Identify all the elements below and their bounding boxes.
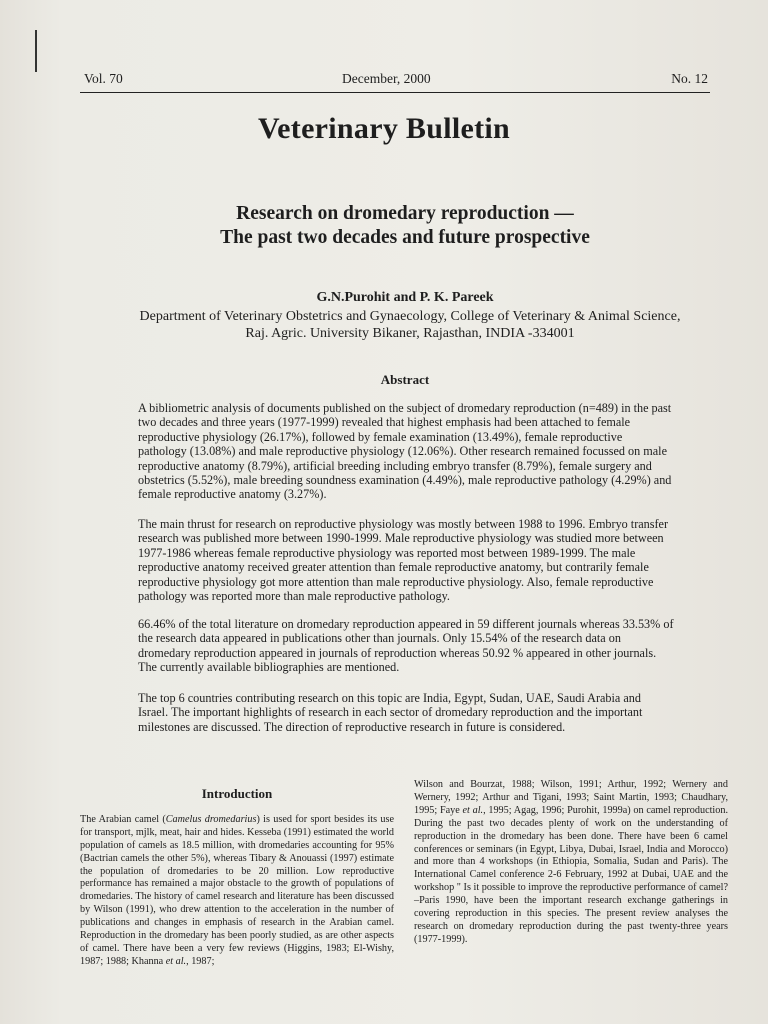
- abstract-heading: Abstract: [380, 372, 430, 387]
- article-title-line-2: The past two decades and future prospective: [220, 227, 590, 248]
- running-header: [84, 71, 708, 89]
- journal-title: Veterinary Bulletin: [257, 112, 511, 145]
- header-rule: [80, 92, 710, 93]
- issue-date: December, 2000: [342, 71, 431, 86]
- margin-pen-mark: [35, 30, 37, 72]
- intro-right-column: [414, 779, 728, 947]
- affiliation-line-1: Department of Veterinary Obstetrics and Gynaecology, College of Veterinary & Animal Science,: [139, 309, 681, 324]
- article-title: [0, 202, 768, 250]
- introduction-heading: Introduction: [201, 786, 273, 801]
- volume-label: Vol. 70: [84, 71, 123, 86]
- abstract-paragraph-4: The top 6 countries contributing research on this topic are India, Egypt, Sudan, UAE, Saudi Arabia and Israel. The important highlights of research in each sector of dromedary reproduction and the important milestones are discussed. The direction of reproductive research in future is considered.: [138, 691, 643, 734]
- affiliation-line-2: Raj. Agric. University Bikaner, Rajasthan, INDIA -334001: [245, 326, 575, 341]
- abstract-paragraph-3: 66.46% of the total literature on dromedary reproduction appeared in 59 different journals whereas 33.53% of the research data appeared in publications other than journals. Only 15.54% of the research data on dromedary reproduction appeared in journals of reproduction whereas 50.92 % appeared in other journals. The currently available bibliographies are mentioned.: [138, 617, 674, 675]
- article-title-line-1: Research on dromedary reproduction —: [236, 203, 574, 224]
- species-name: Camelus dromedarius: [165, 813, 257, 825]
- authors: G.N.Purohit and P. K. Pareek: [316, 290, 494, 305]
- abstract-paragraph-1: A bibliometric analysis of documents published on the subject of dromedary reproduction (n=489) in the past two decades and three years (1977-1999) revealed that highest emphasis had been attached to female reproductive physiology (26.17%), followed by female examination (13.49%), female reproductive pathology (13.08%) and male reproductive physiology (12.06%). Other research remained focussed on male reproductive anatomy (8.79%), artificial breeding including embryo transfer (8.79%), female surgery and obstetrics (5.52%), male breeding soundness examination (4.49%), male reproductive pathology (4.29%) and female reproductive anatomy (3.27%).: [138, 401, 672, 502]
- intro-left-column: [80, 788, 394, 969]
- abstract-paragraph-2: The main thrust for research on reproductive physiology was mostly between 1988 to 1996. Embryo transfer research was published more between 1990-1999. Male reproductive physiology was studied more between 1977-1986 whereas female reproductive physiology was reported most between 1989-1999. The male reproductive anatomy received greater attention than female reproductive anatomy, but contrarily female reproductive physiology got more attention than male reproductive physiology. Also, female reproductive pathology was reported more than male reproductive pathology.: [138, 517, 669, 604]
- intro-paragraph-left: The Arabian camel (Camelus dromedarius) is used for sport besides its use for transport, mjlk, meat, hair and hides. Kesseba (1991) estimated the world population of camels as 18.5 million, with dromedaries accounting for 95% (Bactrian camels the other 5%), whereas Tibary & Anouassi (1997) estimate the population of dromedaries to be 20 million. Low reproductive performance has remained a major obstacle to the growth of populations of dromedaries. The history of camel research and literature has been discussed by Wilson (1991), who drew attention to the acceleration in the number of publications and changes in emphasis of research in the Arabian camel. Reproduction in the dromedary has been poorly studied, as are other aspects of camel. There have been a very few reviews (Higgins, 1983; El-Wishy, 1987; 1988; Khanna et al., 1987;: [80, 813, 394, 967]
- issue-number: No. 12: [671, 71, 708, 86]
- intro-paragraph-right: Wilson and Bourzat, 1988; Wilson, 1991; Arthur, 1992; Wernery and Wernery, 1992; Arthur and Tigani, 1993; Saint Martin, 1993; Chaudhary, 1995; Faye et al., 1995; Agag, 1996; Purohit, 1999a) on camel reproduction. During the past two decades plenty of work on the understanding of reproduction in the dromedary has been done. There have been 6 camel conferences or seminars (in Egypt, Libya, Dubai, Israel, India and Morocco) and more than 4 workshops (in Ethiopia, Somalia, Sudan and Paris). The International Camel conference 2-6 February, 1992 at Dubai, UAE and the workshop " Is it possible to improve the reproductive performance of camel? –Paris 1990, have been the important research exchange gatherings in covering reproduction in this species. The present review analyses the research on dromedary reproduction during the past twenty-three years (1977-1999).: [414, 779, 728, 945]
- affiliation: [90, 308, 730, 342]
